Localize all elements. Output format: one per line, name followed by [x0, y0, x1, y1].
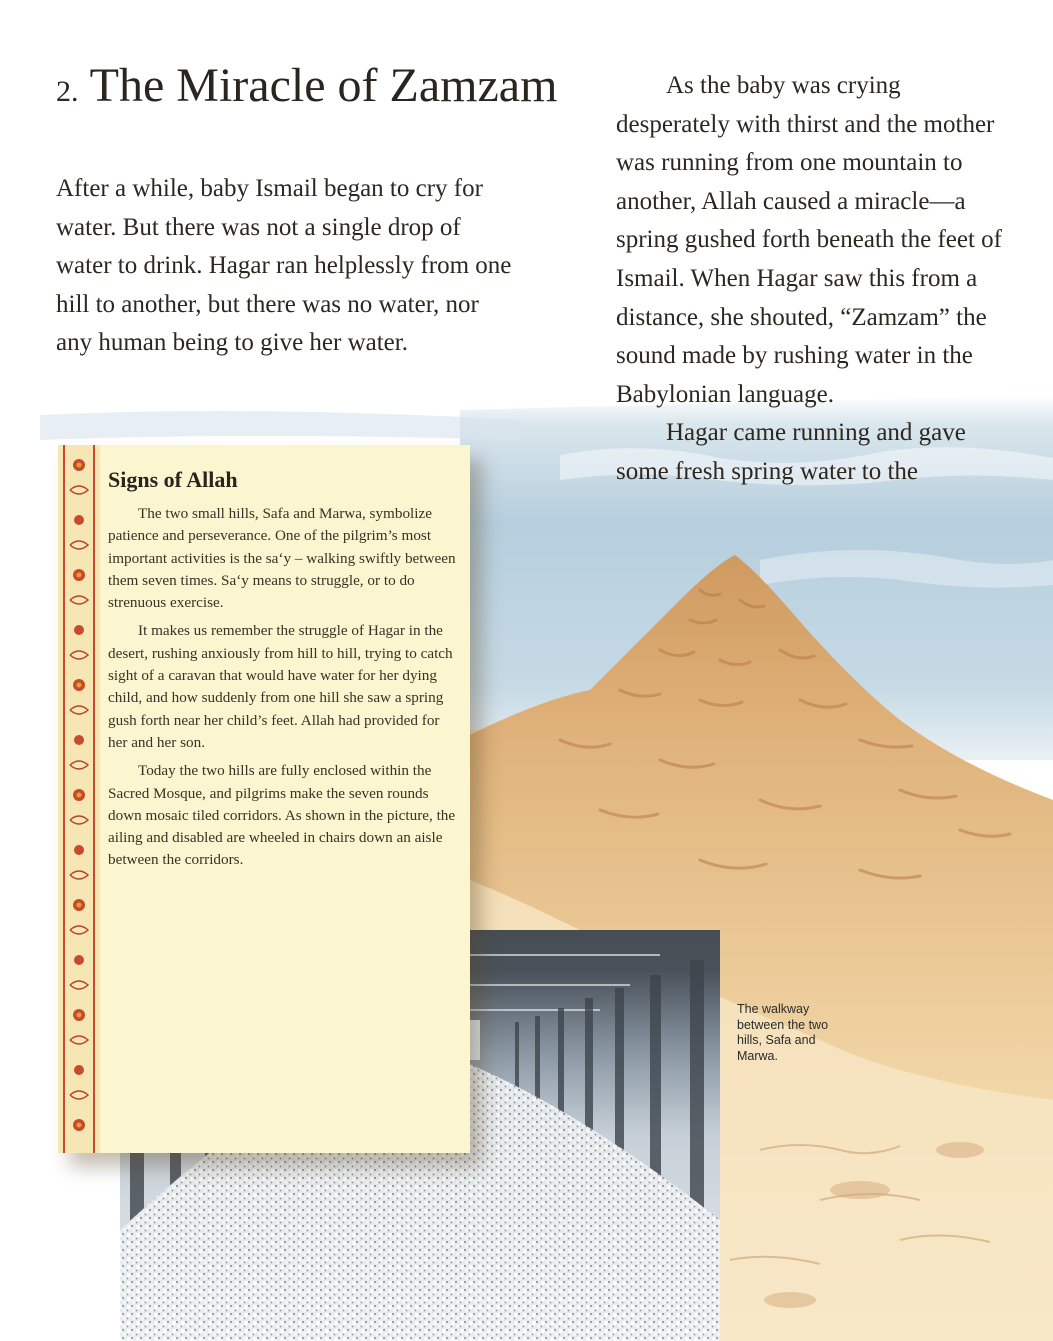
page-title	[56, 59, 558, 112]
sidebar-paragraph-2: It makes us remember the struggle of Hagar in the desert, rushing anxiously from hill to hill, trying to catch sight of a caravan that would have water for her dying child, and how suddenly from one hill she saw a spring gush forth near her child’s feet. Allah had provided for her and her son.	[108, 622, 453, 751]
right-column	[616, 67, 1011, 492]
sidebar-body	[108, 503, 456, 878]
right-paragraph-2: Hagar came running and gave some fresh spring water to the	[616, 419, 966, 485]
chapter-number: 2.	[56, 75, 79, 108]
photo-caption: The walkway between the two hills, Safa and Marwa.	[737, 1002, 829, 1063]
left-paragraph: After a while, baby Ismail began to cry for water. But there was not a single drop of water to drink. Hagar ran helplessly from one hill to another, but there was no water, nor any human being to give her water.	[56, 175, 512, 357]
sidebar-heading: Signs of Allah	[108, 467, 238, 492]
walkway-photo	[120, 930, 720, 1341]
left-column	[56, 170, 516, 363]
title-text: The Miracle of Zamzam	[89, 59, 558, 112]
right-paragraph-1: As the baby was crying desperately with thirst and the mother was running from one mountain to another, Allah caused a miracle—a spring gushed forth beneath the feet of Ismail. When Hagar saw this from a distance, she shouted, “Zamzam” the sound made by rushing water in the Babylonian language.	[616, 72, 1002, 408]
sidebar-paragraph-3: Today the two hills are fully enclosed within the Sacred Mosque, and pilgrims make the seven rounds down mosaic tiled corridors. As shown in the picture, the ailing and disabled are wheeled in chairs down an aisle between the corridors.	[108, 762, 456, 869]
floral-border	[58, 445, 100, 1153]
sidebar-paragraph-1: The two small hills, Safa and Marwa, symbolize patience and perseverance. One of the pilgrim’s most important activities is the sa‘y – walking swiftly between them seven times. Sa‘y means to struggle, or to do strenuous exercise.	[108, 505, 456, 612]
